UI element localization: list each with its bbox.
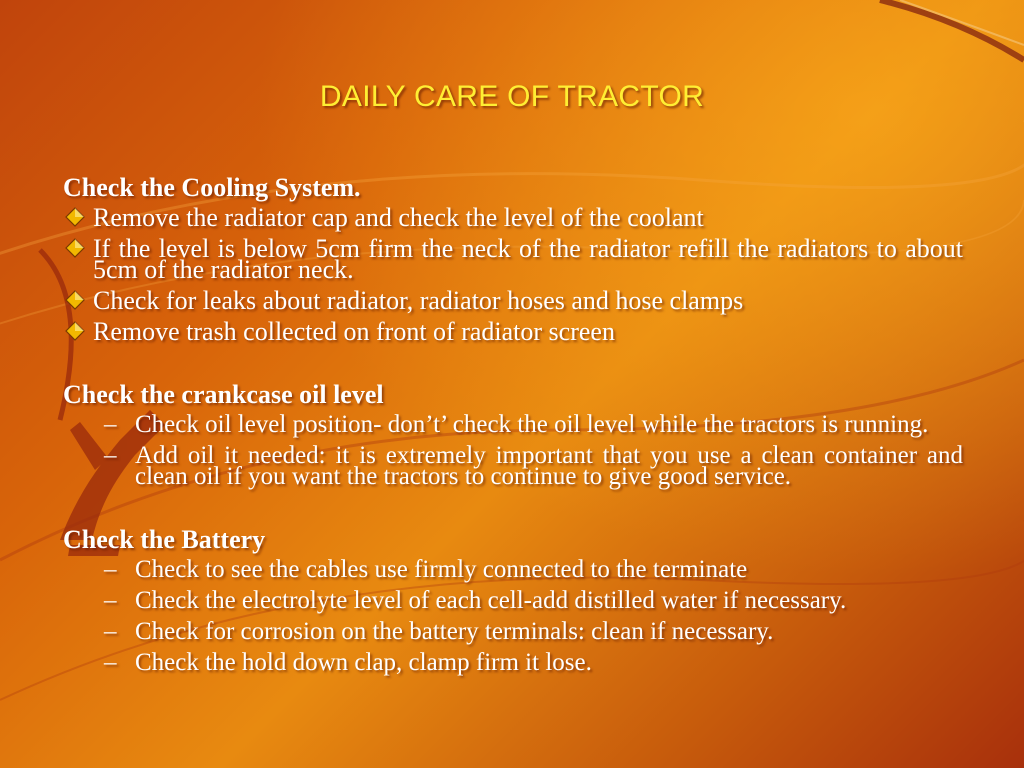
slide-title: DAILY CARE OF TRACTOR (319, 80, 705, 113)
section-cooling-system (63, 172, 963, 348)
diamond-bullet-icon (65, 207, 85, 227)
bullet-item (63, 286, 963, 317)
diamond-bullet-icon (65, 290, 85, 310)
bullet-text: Check the hold down clap, clamp firm it lose. (135, 649, 592, 676)
dash-item (63, 410, 963, 441)
bullet-text: Add oil it needed: it is extremely important that you use a clean container and clean oil if you want the tractors to continue to give good service. (135, 442, 963, 490)
dash-bullet: – (104, 556, 117, 583)
bullet-text: Check for corrosion on the battery terminals: clean if necessary. (135, 618, 774, 645)
section-spacer (63, 493, 963, 524)
bullet-text: Check oil level position- don’t’ check the oil level while the tractors is running. (135, 411, 929, 438)
bullet-text: Check to see the cables use firmly connected to the terminate (135, 556, 748, 583)
dash-bullet: – (104, 442, 117, 469)
diamond-bullet-icon (65, 238, 85, 258)
dash-item (63, 555, 963, 586)
dash-item (63, 441, 963, 493)
diamond-bullet-icon (65, 321, 85, 341)
bullet-text: If the level is below 5cm firm the neck of the radiator refill the radiators to about 5cm of the radiator neck. (93, 234, 963, 284)
dash-bullet: – (104, 649, 117, 676)
dash-bullet: – (104, 411, 117, 438)
section-heading: Check the Battery (63, 525, 266, 554)
section-spacer (63, 348, 963, 379)
dash-bullet: – (104, 618, 117, 645)
dash-bullet: – (104, 587, 117, 614)
section-heading: Check the Cooling System. (63, 173, 361, 202)
bullet-item (63, 317, 963, 348)
bullet-text: Check for leaks about radiator, radiator hoses and hose clamps (93, 286, 744, 315)
section-crankcase-oil (63, 379, 963, 493)
bullet-item (63, 234, 963, 286)
section-battery (63, 524, 963, 679)
dash-item (63, 617, 963, 648)
bullet-text: Remove trash collected on front of radiator screen (93, 317, 615, 346)
dash-item (63, 648, 963, 679)
bullet-text: Check the electrolyte level of each cell-add distilled water if necessary. (135, 587, 847, 614)
dash-item (63, 586, 963, 617)
bullet-item (63, 203, 963, 234)
slide-body (63, 172, 963, 679)
section-heading: Check the crankcase oil level (63, 380, 384, 409)
bullet-text: Remove the radiator cap and check the level of the coolant (93, 203, 704, 232)
